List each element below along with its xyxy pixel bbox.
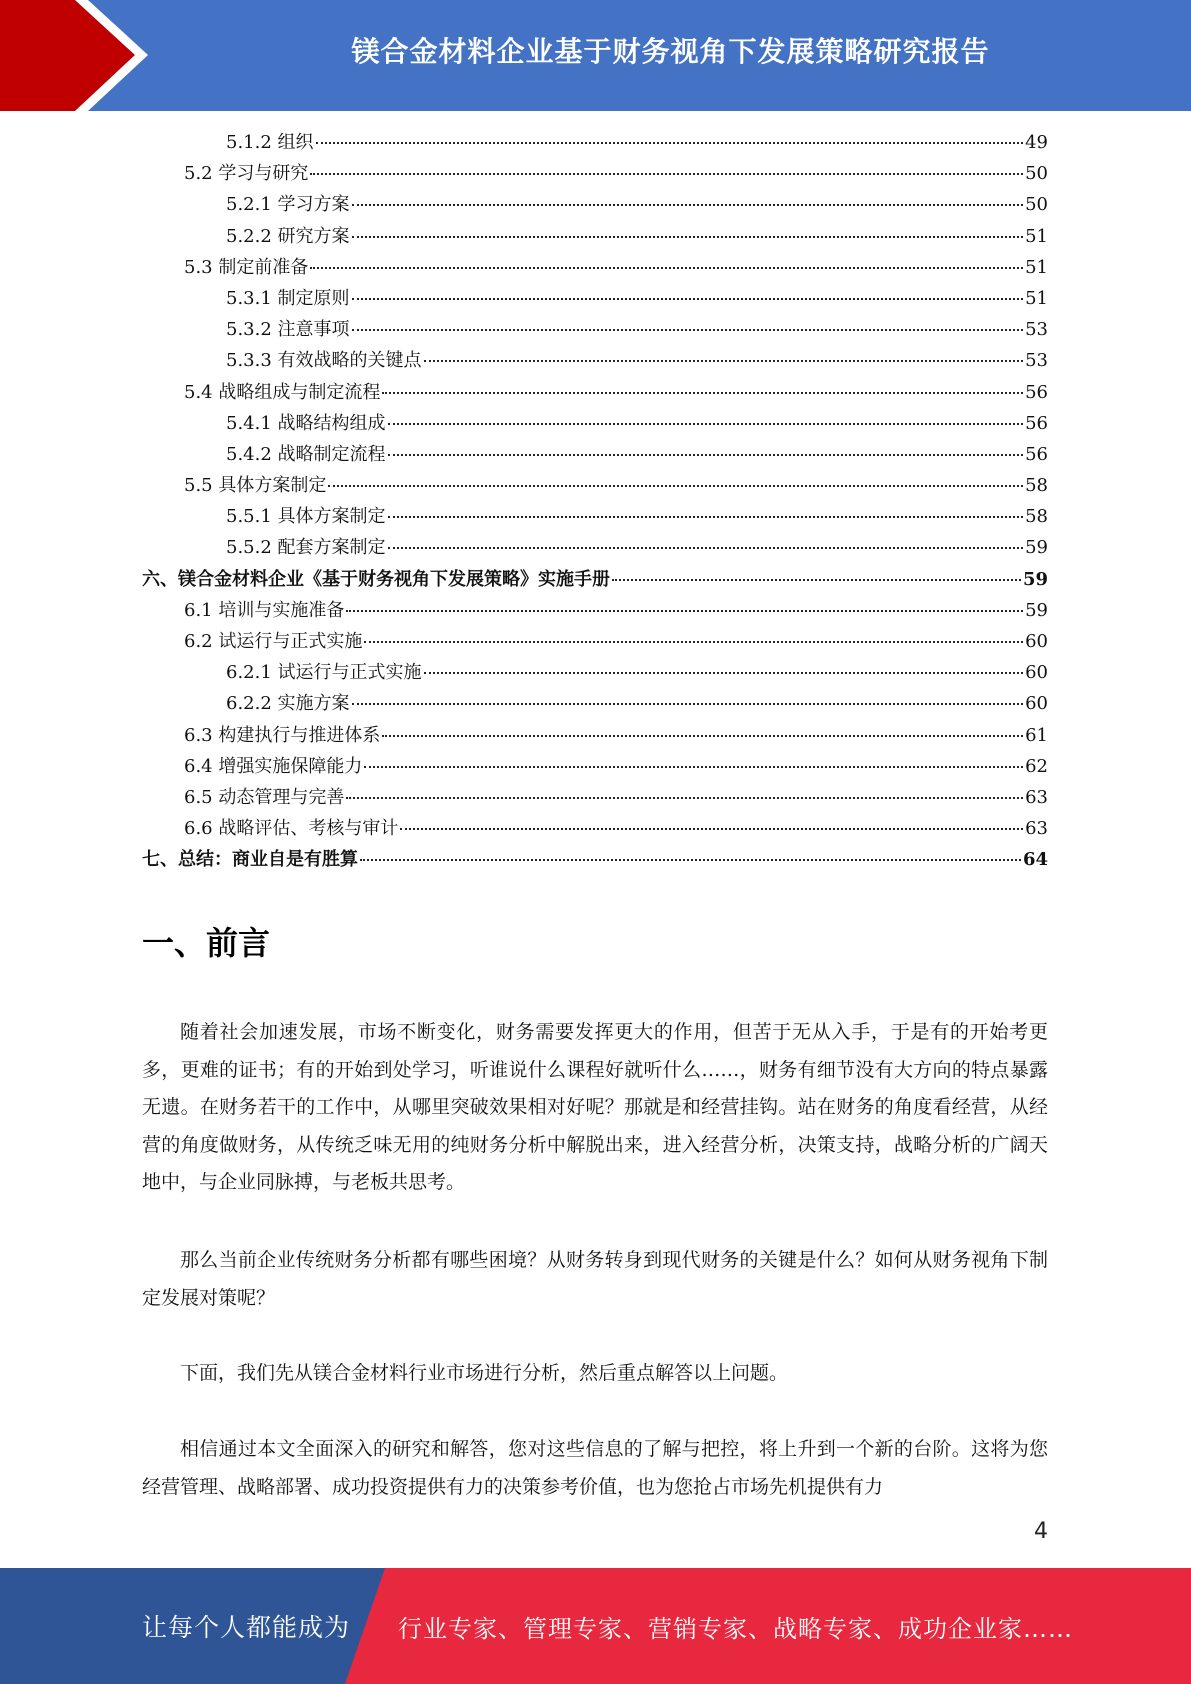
paragraph-3: 下面，我们先从镁合金材料行业市场进行分析，然后重点解答以上问题。 <box>180 1362 789 1384</box>
toc-entry-page: 49 <box>1025 132 1048 153</box>
toc-entry-page: 59 <box>1022 568 1048 590</box>
toc-dot-leader <box>360 859 1021 861</box>
toc-dot-leader <box>388 547 1024 549</box>
toc-dot-leader <box>352 703 1024 705</box>
paragraph-4: 相信通过本文全面深入的研究和解答，您对这些信息的了解与把控，将上升到一个新的台阶。这将为您经营管理、战略部署、成功投资提供有力的决策参考价值，也为您抢占市场先机提供有力 <box>142 1438 1048 1498</box>
toc-entry[interactable] <box>142 533 1048 564</box>
toc-entry-page: 56 <box>1025 443 1048 465</box>
toc-entry-title: 5.2 学习与研究 <box>184 163 309 185</box>
toc-entry-title: 6.4 增强实施保障能力 <box>184 755 363 777</box>
toc-entry[interactable] <box>142 565 1048 596</box>
section-title: 一、前言 <box>142 924 271 962</box>
toc-entry-title: 七、总结：商业自是有胜算 <box>142 849 358 871</box>
toc-entry-page: 59 <box>1025 537 1048 559</box>
toc-entry-title: 5.4 战略组成与制定流程 <box>184 381 381 403</box>
toc-entry[interactable] <box>142 721 1048 752</box>
toc-dot-leader <box>352 204 1024 206</box>
toc-entry[interactable] <box>142 253 1048 284</box>
page-header <box>0 0 1191 111</box>
toc-entry-page: 51 <box>1025 225 1048 247</box>
toc-entry-title: 6.2.2 实施方案 <box>226 693 350 715</box>
toc-dot-leader <box>382 392 1023 394</box>
toc-entry[interactable] <box>142 409 1048 440</box>
toc-entry[interactable] <box>142 440 1048 471</box>
paragraph-1: 随着社会加速发展，市场不断变化，财务需要发挥更大的作用，但苦于无从入手，于是有的开始考更多，更难的证书；有的开始到处学习，听谁说什么课程好就听什么……，财务有细节没有大方向的特点暴露无遗。在财务若干的工作中，从哪里突破效果相对好呢？那就是和经营挂钩。站在财务的角度看经营，从经营的角度做财务，从传统乏味无用的纯财务分析中解脱出来，进入经营分析，决策支持，战略分析的广阔天地中，与企业同脉搏，与老板共思考。 <box>142 1021 1048 1193</box>
toc-entry-page: 64 <box>1022 849 1048 871</box>
toc-entry-page: 63 <box>1025 786 1048 808</box>
toc-entry-title: 5.3.3 有效战略的关键点 <box>226 350 422 372</box>
toc-entry[interactable] <box>142 284 1048 315</box>
toc-dot-leader <box>382 735 1023 737</box>
toc-entry-title: 6.5 动态管理与完善 <box>184 786 345 808</box>
header-title: 镁合金材料企业基于财务视角下发展策略研究报告 <box>351 35 990 68</box>
toc-entry-page: 60 <box>1025 693 1048 715</box>
toc-entry[interactable] <box>142 346 1048 377</box>
toc-dot-leader <box>364 641 1023 643</box>
toc-dot-leader <box>612 579 1021 581</box>
toc-entry[interactable] <box>142 845 1048 876</box>
toc-entry[interactable] <box>142 222 1048 253</box>
toc-entry-page: 51 <box>1025 256 1048 278</box>
toc-dot-leader <box>346 610 1023 612</box>
toc-entry-title: 5.3.1 制定原则 <box>226 287 350 309</box>
toc-entry[interactable] <box>142 596 1048 627</box>
page-number: 4 <box>1034 1519 1048 1544</box>
toc-entry-title: 5.5.2 配套方案制定 <box>226 537 386 559</box>
toc-entry-page: 53 <box>1025 350 1048 372</box>
toc-entry-page: 63 <box>1025 818 1048 840</box>
toc-entry[interactable] <box>142 315 1048 346</box>
toc-dot-leader <box>352 298 1024 300</box>
toc-entry-page: 50 <box>1025 194 1048 216</box>
footer-slogan-left: 让每个人都能成为 <box>142 1613 351 1642</box>
toc-entry[interactable] <box>142 159 1048 190</box>
toc-dot-leader <box>388 454 1024 456</box>
toc-dot-leader <box>310 173 1023 175</box>
toc-entry-title: 5.3 制定前准备 <box>184 256 309 278</box>
toc-entry-page: 60 <box>1025 631 1048 652</box>
toc-entry-title: 六、镁合金材料企业《基于财务视角下发展策略》实施手册 <box>142 568 610 590</box>
toc-entry-page: 60 <box>1025 662 1048 684</box>
toc-entry[interactable] <box>142 689 1048 720</box>
toc-entry[interactable] <box>142 752 1048 783</box>
toc-dot-leader <box>352 329 1024 331</box>
toc-entry-page: 62 <box>1025 755 1048 777</box>
toc-dot-leader <box>400 828 1023 830</box>
toc-entry-title: 6.2.1 试运行与正式实施 <box>226 662 422 684</box>
toc-dot-leader <box>388 516 1024 518</box>
toc-dot-leader <box>328 485 1023 487</box>
toc-entry-page: 59 <box>1025 599 1048 621</box>
toc-dot-leader <box>388 423 1024 425</box>
toc-entry-title: 5.4.2 战略制定流程 <box>226 443 386 465</box>
toc-entry-page: 50 <box>1025 163 1048 185</box>
toc-entry[interactable] <box>142 128 1048 159</box>
toc-dot-leader <box>424 672 1024 674</box>
toc-entry[interactable] <box>142 783 1048 814</box>
toc-entry-title: 5.4.1 战略结构组成 <box>226 412 386 434</box>
toc-entry-title: 5.5 具体方案制定 <box>184 475 327 497</box>
table-of-contents <box>142 128 1048 877</box>
toc-dot-leader <box>364 766 1023 768</box>
toc-entry-title: 5.2.2 研究方案 <box>226 225 350 247</box>
toc-entry-title: 5.1.2 组织 <box>226 132 314 153</box>
toc-entry-title: 6.6 战略评估、考核与审计 <box>184 818 399 840</box>
toc-entry[interactable] <box>142 814 1048 845</box>
toc-entry-page: 53 <box>1025 319 1048 341</box>
header-arrow-decoration <box>0 0 160 111</box>
toc-entry-page: 58 <box>1025 475 1048 497</box>
toc-entry-title: 6.3 构建执行与推进体系 <box>184 724 381 746</box>
toc-entry[interactable] <box>142 627 1048 658</box>
toc-entry-title: 5.5.1 具体方案制定 <box>226 506 386 528</box>
paragraph-2: 那么当前企业传统财务分析都有哪些困境？从财务转身到现代财务的关键是什么？如何从财务视角下制定发展对策呢？ <box>142 1249 1048 1309</box>
toc-dot-leader <box>346 797 1023 799</box>
footer-slogan-right: 行业专家、管理专家、营销专家、战略专家、成功企业家…… <box>398 1614 1073 1643</box>
toc-entry-page: 56 <box>1025 381 1048 403</box>
toc-entry-page: 61 <box>1025 724 1048 746</box>
toc-entry-page: 56 <box>1025 412 1048 434</box>
toc-entry[interactable] <box>142 378 1048 409</box>
toc-entry[interactable] <box>142 190 1048 221</box>
toc-entry-title: 5.3.2 注意事项 <box>226 319 350 341</box>
toc-entry-title: 6.1 培训与实施准备 <box>184 599 345 621</box>
page-footer <box>0 1568 1191 1684</box>
toc-dot-leader <box>310 267 1023 269</box>
toc-dot-leader <box>316 142 1024 144</box>
toc-dot-leader <box>424 360 1024 362</box>
toc-entry[interactable] <box>142 502 1048 533</box>
toc-entry[interactable] <box>142 658 1048 689</box>
toc-entry-title: 6.2 试运行与正式实施 <box>184 631 363 652</box>
toc-entry-title: 5.2.1 学习方案 <box>226 194 350 216</box>
toc-entry-page: 51 <box>1025 287 1048 309</box>
toc-entry-page: 58 <box>1025 506 1048 528</box>
toc-entry[interactable] <box>142 471 1048 502</box>
toc-dot-leader <box>352 236 1024 238</box>
